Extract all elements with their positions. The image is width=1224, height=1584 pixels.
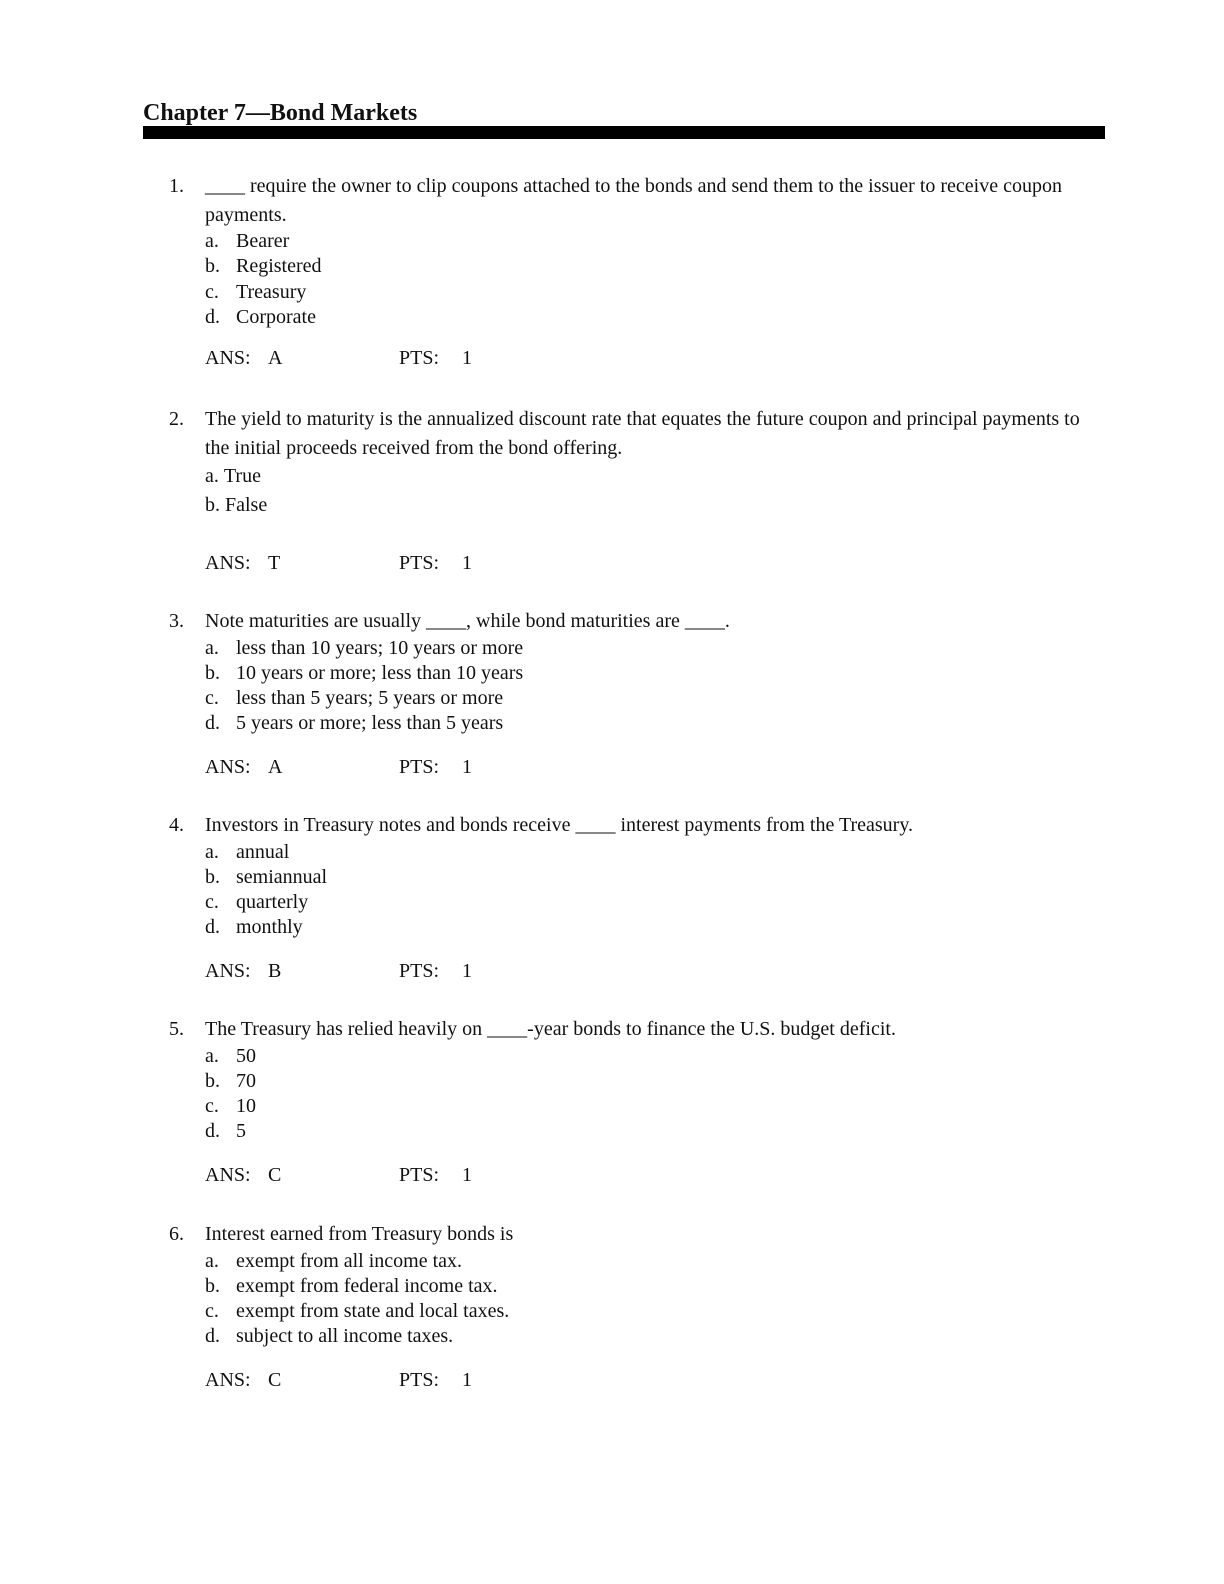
question-stem [169,1015,1089,1044]
choice-list [169,1249,1089,1350]
question-number: 6. [169,1223,184,1245]
points-value: 1 [462,959,472,982]
choice-d [205,1324,1089,1349]
choice-text: exempt from all income tax. [236,1249,463,1272]
question-text: The Treasury has relied heavily on ____-year bonds to finance the U.S. budget deficit. [205,1018,896,1040]
choice-a [205,1249,1089,1274]
choice-text: 70 [236,1069,256,1092]
choice-text: Corporate [236,305,316,328]
question-number: 1. [169,175,184,197]
points-label: PTS: [399,755,440,778]
answer-line [205,1161,1089,1189]
choice-list [169,229,1089,330]
question-text: Note maturities are usually ____, while bond maturities are ____. [205,610,730,632]
answer-value: C [268,1163,282,1186]
title-rule [143,126,1105,139]
choice-b [205,661,1089,686]
choice-text: less than 5 years; 5 years or more [236,687,504,710]
choice-b [205,865,1089,890]
choice-letter: d. [205,916,220,939]
question-stem [169,811,1089,840]
choice-text: semiannual [236,865,328,888]
question-number: 2. [169,408,184,430]
choice-d [205,305,1089,330]
points-value: 1 [462,755,472,778]
choice-c [205,280,1089,305]
choice-letter: a. [205,636,219,659]
points-value: 1 [462,1368,472,1391]
choice-c [205,890,1089,915]
choice-text: Registered [236,255,322,278]
choice-letter: c. [205,687,219,710]
choice-letter: a. [205,1249,219,1272]
choice-text: monthly [236,916,303,939]
answer-value: C [268,1368,282,1391]
choice-b [205,1274,1089,1299]
points-label: PTS: [399,959,440,982]
points-label: PTS: [399,347,440,370]
question-5 [169,1015,1089,1189]
answer-line [205,344,1089,372]
choice-text: 10 years or more; less than 10 years [236,661,524,684]
points-value: 1 [462,552,472,574]
choice-text: annual [236,840,290,863]
question-4 [169,811,1089,985]
choice-a [205,1044,1089,1069]
question-text: Interest earned from Treasury bonds is [205,1223,514,1245]
choice-letter: b. [205,865,220,888]
answer-value: A [268,755,283,778]
answer-label: ANS: [205,347,251,370]
choice-letter: c. [205,1095,219,1118]
points-label: PTS: [399,552,440,574]
answer-value: A [268,347,283,370]
choice-letter: a. [205,1044,219,1067]
choice-d [205,915,1089,940]
choice-letter: a. [205,840,219,863]
choice-letter: d. [205,305,220,328]
choice-text: 5 [236,1120,246,1143]
choice-letter: a. [205,230,219,252]
points-value: 1 [462,347,472,370]
answer-line [205,549,1089,577]
choice-list [169,636,1089,737]
choice-b [205,491,1089,520]
choice-text: True [223,465,261,487]
points-label: PTS: [399,1163,440,1186]
question-text: The yield to maturity is the annualized discount rate that equates the future coupon and principal payments to the initial proceeds received from the bond offering. [205,408,1080,459]
choice-a [205,229,1089,254]
question-number: 5. [169,1018,184,1040]
choice-a [205,636,1089,661]
choice-letter: c. [205,891,219,914]
choice-text: quarterly [236,891,309,914]
choice-text: exempt from federal income tax. [236,1274,498,1297]
choice-text: Treasury [236,280,307,303]
answer-label: ANS: [205,552,251,574]
choice-c [205,686,1089,711]
choice-c [205,1299,1089,1324]
answer-label: ANS: [205,755,251,778]
choice-b [205,254,1089,279]
choice-letter: c. [205,280,219,303]
question-3 [169,607,1089,781]
choice-d [205,711,1089,736]
answer-value: T [268,552,281,574]
choice-text: exempt from state and local taxes. [236,1300,510,1323]
choice-a [205,840,1089,865]
choice-list [169,462,1089,519]
choice-letter: b. [205,255,220,278]
chapter-title: Chapter 7—Bond Markets [143,100,418,126]
choice-list [169,840,1089,941]
choice-text: Bearer [236,230,290,252]
question-6 [169,1220,1089,1394]
choice-text: False [225,493,268,516]
question-text: ____ require the owner to clip coupons attached to the bonds and send them to the issuer to receive coupon payments. [205,175,1062,226]
answer-line [205,753,1089,781]
question-number: 3. [169,610,184,632]
choice-text: 50 [236,1044,256,1067]
choice-letter: b. [205,1274,220,1297]
question-number: 4. [169,814,184,836]
answer-value: B [268,959,282,982]
choice-c [205,1094,1089,1119]
question-text: Investors in Treasury notes and bonds receive ____ interest payments from the Treasury. [205,814,914,836]
choice-letter: b. [205,661,220,684]
points-label: PTS: [399,1368,440,1391]
choice-a [205,462,1089,491]
choice-letter: d. [205,712,220,735]
choice-letter: b. [205,1069,220,1092]
question-stem [169,405,1089,462]
answer-label: ANS: [205,1368,251,1391]
choice-list [169,1044,1089,1145]
points-value: 1 [462,1163,472,1186]
question-stem [169,607,1089,636]
choice-text: subject to all income taxes. [236,1325,454,1348]
choice-letter: d. [205,1325,220,1348]
choice-letter: c. [205,1300,219,1323]
answer-line [205,1366,1089,1394]
choice-letter: a. [205,465,219,487]
question-1 [169,172,1089,372]
choice-text: 10 [236,1095,256,1118]
answer-line [205,957,1089,985]
choice-d [205,1119,1089,1144]
question-stem [169,1220,1089,1249]
choice-letter: d. [205,1120,220,1143]
choice-text: 5 years or more; less than 5 years [236,712,504,735]
choice-text: less than 10 years; 10 years or more [236,636,524,659]
answer-label: ANS: [205,959,251,982]
answer-label: ANS: [205,1163,251,1186]
choice-letter: b. [205,493,220,516]
question-stem [169,172,1089,229]
choice-b [205,1069,1089,1094]
question-2 [169,405,1089,577]
